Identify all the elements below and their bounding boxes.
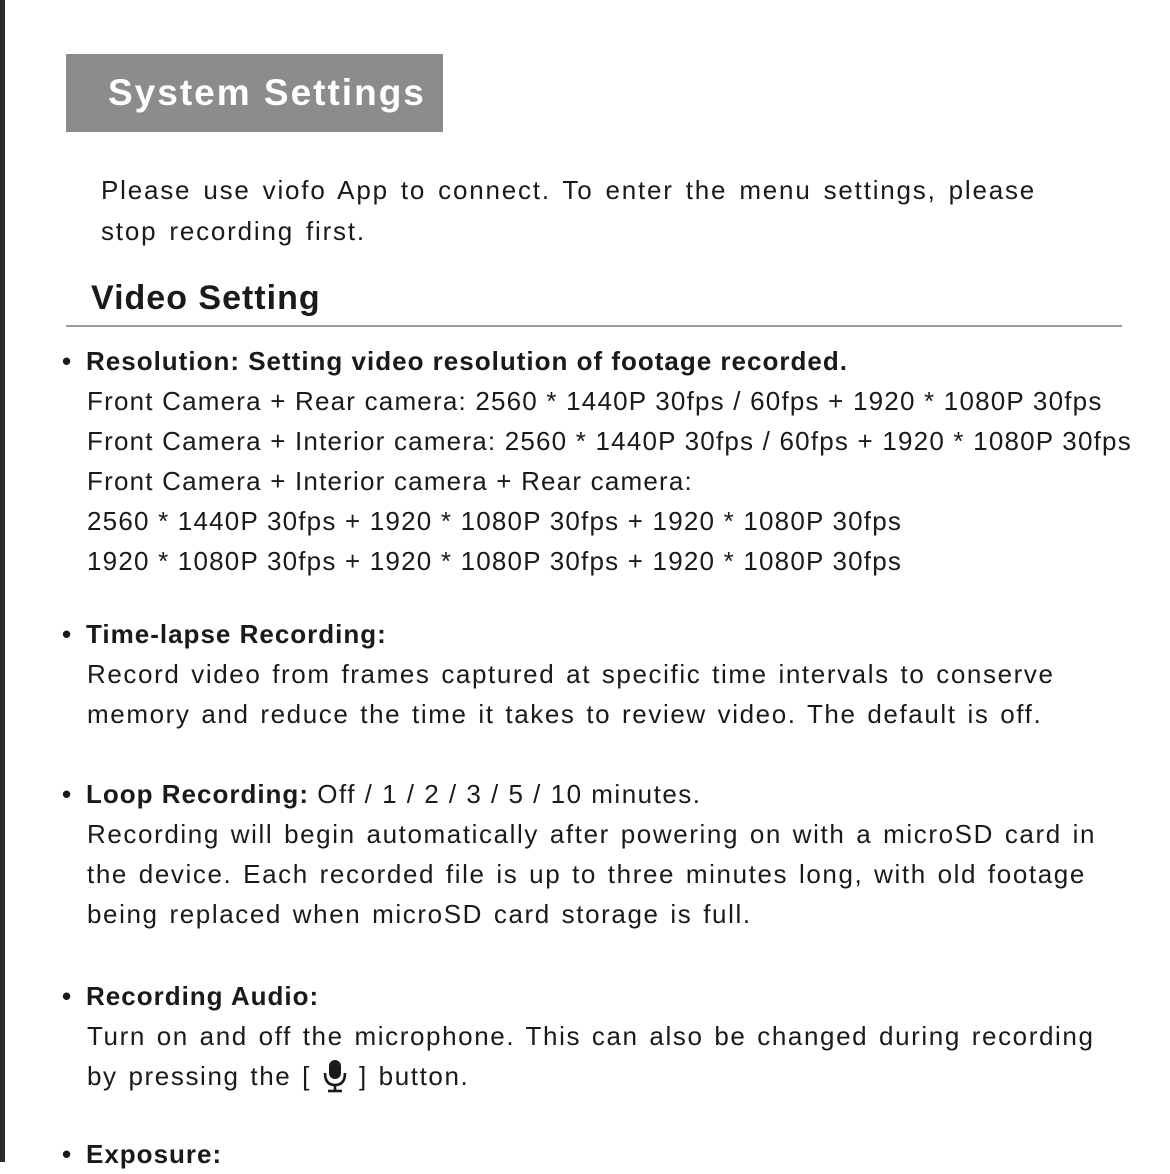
resolution-item [62,341,1162,581]
bullet: • [62,619,73,649]
resolution-line: Front Camera + Interior camera: 2560 * 1440P 30fps / 60fps + 1920 * 1080P 30fps [87,426,1132,456]
recording-audio-description [62,1016,1122,1096]
section-banner-system-settings: System Settings [66,54,443,132]
loop-recording-options: Off / 1 / 2 / 3 / 5 / 10 minutes. [317,779,702,809]
timelapse-title [62,614,1162,654]
loop-recording-item [62,774,1162,934]
microphone-icon [321,1059,349,1093]
timelapse-item [62,614,1162,734]
bullet: • [62,346,73,376]
recording-audio-text-after: ] button. [358,1061,470,1091]
loop-recording-title-text: Loop Recording: [86,779,309,809]
bullet: • [62,981,73,1011]
heading-divider [66,325,1122,327]
exposure-item [62,1134,1162,1174]
bullet: • [62,1139,73,1169]
resolution-line: Front Camera + Interior camera + Rear camera: [87,466,693,496]
resolution-line: 2560 * 1440P 30fps + 1920 * 1080P 30fps + 1920 * 1080P 30fps [87,506,903,536]
page-edge-rule [0,0,5,1162]
video-setting-heading: Video Setting [91,279,321,317]
resolution-line: 1920 * 1080P 30fps + 1920 * 1080P 30fps + 1920 * 1080P 30fps [87,546,903,576]
resolution-title [62,341,1162,381]
resolution-title-text: Resolution: Setting video resolution of footage recorded. [86,346,848,376]
exposure-title [62,1134,1162,1174]
recording-audio-title-text: Recording Audio: [86,981,320,1011]
recording-audio-item [62,976,1162,1096]
timelapse-title-text: Time-lapse Recording: [86,619,387,649]
loop-recording-title [62,774,1162,814]
bullet: • [62,779,73,809]
timelapse-description: Record video from frames captured at specific time intervals to conserve memory and reduce the time it takes to review video. The default is off. [87,659,1055,729]
loop-recording-description: Recording will begin automatically after powering on with a microSD card in the device. Each recorded file is up to three minutes long, with old footage being replaced when microSD card storage is full. [87,819,1097,929]
intro-paragraph: Please use viofo App to connect. To enter the menu settings, please stop recording first. [101,175,1037,246]
recording-audio-title [62,976,1162,1016]
resolution-line: Front Camera + Rear camera: 2560 * 1440P 30fps / 60fps + 1920 * 1080P 30fps [87,386,1103,416]
recording-audio-text-before: Turn on and off the microphone. This can also be changed during recording by pressing the [ [87,1021,1095,1091]
exposure-title-text: Exposure: [86,1139,223,1169]
